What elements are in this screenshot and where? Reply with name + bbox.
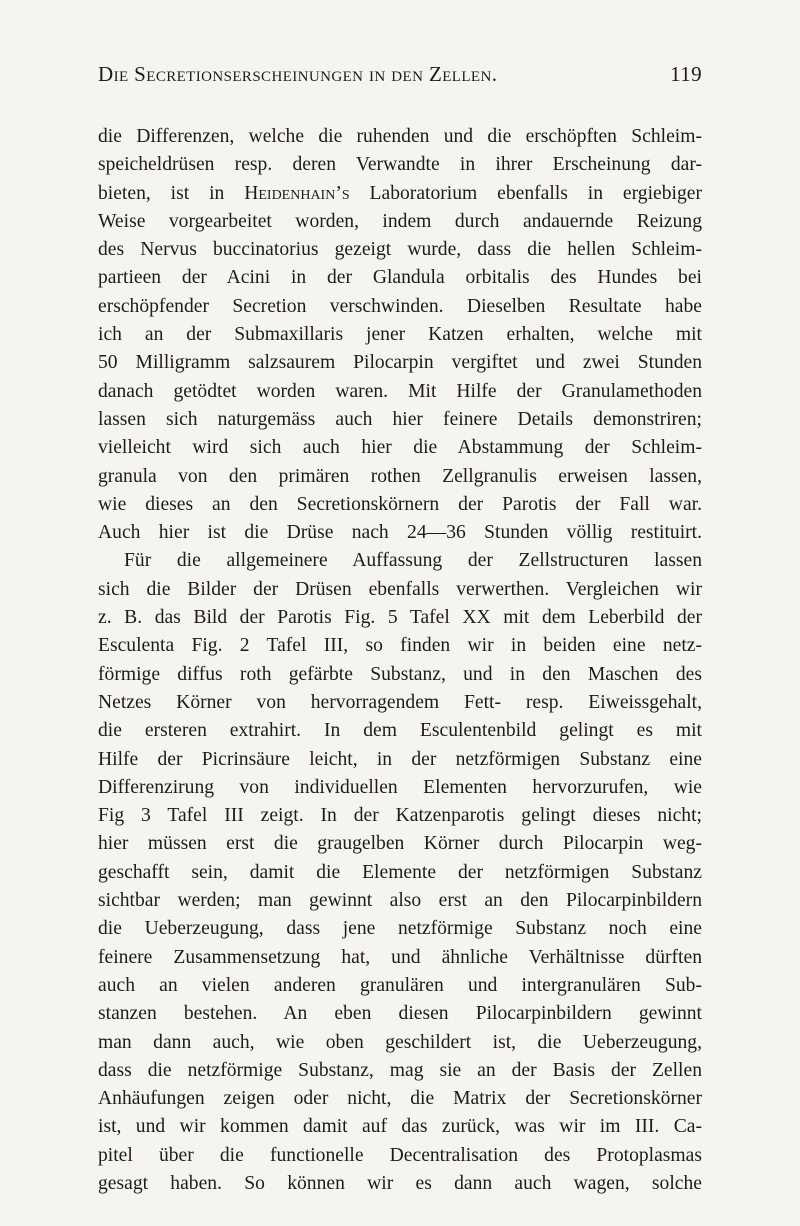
text-line: Auch hier ist die Drüse nach 24—36 Stunden völlig restituirt. (98, 522, 702, 544)
text-line: des Nervus buccinatorius gezeigt wurde, dass die hellen Schleim- (98, 239, 702, 261)
text-line: granula von den primären rothen Zellgranulis erweisen lassen, (98, 465, 702, 487)
text-line: Anhäufungen zeigen oder nicht, die Matrix der Secretionskörner (98, 1088, 702, 1110)
text-line: Für die allgemeinere Auffassung der Zellstructuren lassen (124, 550, 702, 572)
text-line: Differenzirung von individuellen Elementen hervorzurufen, wie (98, 776, 702, 798)
text-line: lassen sich naturgemäss auch hier feinere Details demonstriren; (98, 408, 702, 430)
text-line: bieten, ist in Heidenhain’s Laboratorium ebenfalls in ergiebiger (98, 182, 702, 204)
text-line: dass die netzförmige Substanz, mag sie an der Basis der Zellen (98, 1059, 702, 1081)
text-line: hier müssen erst die graugelben Körner durch Pilocarpin weg- (98, 833, 702, 855)
text-line: erschöpfender Secretion verschwinden. Dieselben Resultate habe (98, 295, 702, 317)
text-line: stanzen bestehen. An eben diesen Pilocarpinbildern gewinnt (98, 1003, 702, 1025)
text-line: geschafft sein, damit die Elemente der netzförmigen Substanz (98, 861, 702, 883)
text-line: sich die Bilder der Drüsen ebenfalls verwerthen. Vergleichen wir (98, 578, 702, 600)
text-line: pitel über die functionelle Decentralisation des Protoplasmas (98, 1144, 702, 1166)
text-line: 50 Milligramm salzsaurem Pilocarpin vergiftet und zwei Stunden (98, 352, 702, 374)
text-line: vielleicht wird sich auch hier die Abstammung der Schleim- (98, 437, 702, 459)
page-number: 119 (670, 62, 702, 86)
text-line: Esculenta Fig. 2 Tafel III, so finden wir in beiden eine netz- (98, 635, 702, 657)
text-line: die Differenzen, welche die ruhenden und die erschöpften Schleim- (98, 126, 702, 147)
text-line: wie dieses an den Secretionskörnern der Parotis der Fall war. (98, 493, 702, 515)
text-line: gesagt haben. So können wir es dann auch wagen, solche (98, 1172, 702, 1194)
text-line: die Ueberzeugung, dass jene netzförmige Substanz noch eine (98, 918, 702, 940)
text-line: z. B. das Bild der Parotis Fig. 5 Tafel XX mit dem Leberbild der (98, 607, 702, 629)
text-line: Fig 3 Tafel III zeigt. In der Katzenparotis gelingt dieses nicht; (98, 805, 702, 827)
text-line: feinere Zusammensetzung hat, und ähnliche Verhältnisse dürften (98, 946, 702, 968)
text-line: Weise vorgearbeitet worden, indem durch andauernde Reizung (98, 210, 702, 232)
text-line: Netzes Körner von hervorragendem Fett- resp. Eiweissgehalt, (98, 691, 702, 713)
text-line: die ersteren extrahirt. In dem Esculentenbild gelingt es mit (98, 720, 702, 742)
text-line: Hilfe der Picrinsäure leicht, in der netzförmigen Substanz eine (98, 748, 702, 770)
text-line: man dann auch, wie oben geschildert ist, die Ueberzeugung, (98, 1031, 702, 1053)
small-caps-name: Heidenhain’s (244, 182, 350, 204)
running-title: Die Secretionserscheinungen in den Zellen. (98, 62, 498, 86)
running-head (98, 62, 702, 90)
text-line: partieen der Acini in der Glandula orbitalis des Hundes bei (98, 267, 702, 289)
text-line: ist, und wir kommen damit auf das zurück, was wir im III. Ca- (98, 1116, 702, 1138)
text-line: sichtbar werden; man gewinnt also erst an den Pilocarpinbildern (98, 890, 702, 912)
text-line: auch an vielen anderen granulären und intergranulären Sub- (98, 974, 702, 996)
text-line: ich an der Submaxillaris jener Katzen erhalten, welche mit (98, 324, 702, 346)
text-line: danach getödtet worden waren. Mit Hilfe der Granulamethoden (98, 380, 702, 402)
text-line: förmige diffus roth gefärbte Substanz, und in den Maschen des (98, 663, 702, 685)
body-text (98, 123, 702, 1198)
text-line: speicheldrüsen resp. deren Verwandte in ihrer Erscheinung dar- (98, 154, 702, 176)
